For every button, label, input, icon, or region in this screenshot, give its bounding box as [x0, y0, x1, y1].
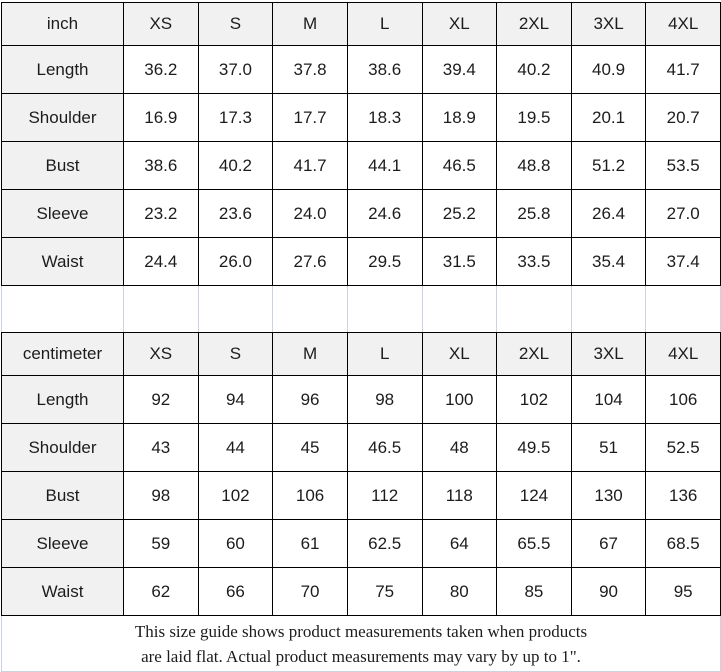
- row-label-cell: Waist: [2, 238, 124, 286]
- row-label-cell: Shoulder: [2, 424, 124, 472]
- header-row: [2, 333, 721, 376]
- value-cell: 64: [422, 520, 497, 568]
- value-cell: 38.6: [124, 142, 199, 190]
- value-cell: 104: [571, 376, 646, 424]
- size-column-header: XL: [422, 333, 497, 376]
- value-cell: 39.4: [422, 46, 497, 94]
- spacer-cell: [497, 286, 572, 332]
- value-cell: 53.5: [646, 142, 721, 190]
- value-cell: 36.2: [124, 46, 199, 94]
- value-cell: 20.1: [571, 94, 646, 142]
- value-cell: 29.5: [347, 238, 422, 286]
- row-label-cell: Bust: [2, 472, 124, 520]
- value-cell: 102: [198, 472, 273, 520]
- value-cell: 27.6: [273, 238, 348, 286]
- measurement-row: [2, 376, 721, 424]
- size-column-header: M: [273, 333, 348, 376]
- measurement-row: [2, 238, 721, 286]
- value-cell: 24.4: [124, 238, 199, 286]
- value-cell: 52.5: [646, 424, 721, 472]
- value-cell: 92: [124, 376, 199, 424]
- footer-note: [1, 616, 721, 672]
- spacer-cell: [572, 286, 647, 332]
- row-label-cell: Sleeve: [2, 520, 124, 568]
- size-column-header: 3XL: [571, 333, 646, 376]
- value-cell: 67: [571, 520, 646, 568]
- row-label-cell: Waist: [2, 568, 124, 616]
- value-cell: 98: [124, 472, 199, 520]
- spacer-cell: [1, 286, 124, 332]
- value-cell: 85: [497, 568, 572, 616]
- value-cell: 106: [646, 376, 721, 424]
- value-cell: 41.7: [646, 46, 721, 94]
- value-cell: 37.0: [198, 46, 273, 94]
- value-cell: 66: [198, 568, 273, 616]
- value-cell: 98: [347, 376, 422, 424]
- footer-note-line2: are laid flat. Actual product measurements may vary by up to 1".: [141, 646, 581, 666]
- value-cell: 59: [124, 520, 199, 568]
- size-column-header: L: [347, 3, 422, 46]
- value-cell: 106: [273, 472, 348, 520]
- size-column-header: XS: [124, 3, 199, 46]
- measurement-row: [2, 424, 721, 472]
- value-cell: 40.2: [198, 142, 273, 190]
- spacer-cell: [124, 286, 199, 332]
- value-cell: 37.8: [273, 46, 348, 94]
- value-cell: 44: [198, 424, 273, 472]
- header-row: [2, 3, 721, 46]
- value-cell: 25.8: [497, 190, 572, 238]
- row-label-cell: Shoulder: [2, 94, 124, 142]
- value-cell: 35.4: [571, 238, 646, 286]
- row-label-cell: Length: [2, 46, 124, 94]
- value-cell: 46.5: [422, 142, 497, 190]
- value-cell: 46.5: [347, 424, 422, 472]
- value-cell: 112: [347, 472, 422, 520]
- measurement-row: [2, 46, 721, 94]
- value-cell: 136: [646, 472, 721, 520]
- value-cell: 26.0: [198, 238, 273, 286]
- size-column-header: XL: [422, 3, 497, 46]
- value-cell: 102: [497, 376, 572, 424]
- value-cell: 20.7: [646, 94, 721, 142]
- value-cell: 23.2: [124, 190, 199, 238]
- row-label-cell: Length: [2, 376, 124, 424]
- size-table-centimeter: [1, 332, 721, 616]
- size-column-header: 2XL: [497, 3, 572, 46]
- measurement-row: [2, 472, 721, 520]
- value-cell: 19.5: [497, 94, 572, 142]
- spacer-cell: [199, 286, 274, 332]
- measurement-row: [2, 94, 721, 142]
- size-column-header: S: [198, 3, 273, 46]
- value-cell: 94: [198, 376, 273, 424]
- value-cell: 16.9: [124, 94, 199, 142]
- measurement-row: [2, 190, 721, 238]
- size-column-header: 4XL: [646, 3, 721, 46]
- value-cell: 40.2: [497, 46, 572, 94]
- value-cell: 62: [124, 568, 199, 616]
- value-cell: 27.0: [646, 190, 721, 238]
- value-cell: 37.4: [646, 238, 721, 286]
- value-cell: 26.4: [571, 190, 646, 238]
- spacer-cell: [273, 286, 348, 332]
- spacer-cell: [423, 286, 498, 332]
- value-cell: 100: [422, 376, 497, 424]
- value-cell: 118: [422, 472, 497, 520]
- value-cell: 23.6: [198, 190, 273, 238]
- value-cell: 38.6: [347, 46, 422, 94]
- value-cell: 90: [571, 568, 646, 616]
- size-table-inch: [1, 2, 721, 286]
- value-cell: 17.3: [198, 94, 273, 142]
- value-cell: 60: [198, 520, 273, 568]
- value-cell: 44.1: [347, 142, 422, 190]
- value-cell: 51: [571, 424, 646, 472]
- spacer-cell: [646, 286, 721, 332]
- unit-label-cell: centimeter: [2, 333, 124, 376]
- unit-label-cell: inch: [2, 3, 124, 46]
- value-cell: 75: [347, 568, 422, 616]
- size-column-header: 4XL: [646, 333, 721, 376]
- value-cell: 41.7: [273, 142, 348, 190]
- value-cell: 70: [273, 568, 348, 616]
- value-cell: 62.5: [347, 520, 422, 568]
- value-cell: 40.9: [571, 46, 646, 94]
- value-cell: 95: [646, 568, 721, 616]
- value-cell: 80: [422, 568, 497, 616]
- value-cell: 31.5: [422, 238, 497, 286]
- row-label-cell: Sleeve: [2, 190, 124, 238]
- value-cell: 24.6: [347, 190, 422, 238]
- size-column-header: M: [273, 3, 348, 46]
- value-cell: 65.5: [497, 520, 572, 568]
- measurement-row: [2, 142, 721, 190]
- value-cell: 61: [273, 520, 348, 568]
- size-column-header: XS: [124, 333, 199, 376]
- value-cell: 68.5: [646, 520, 721, 568]
- size-column-header: 3XL: [571, 3, 646, 46]
- size-column-header: L: [347, 333, 422, 376]
- value-cell: 17.7: [273, 94, 348, 142]
- value-cell: 130: [571, 472, 646, 520]
- value-cell: 24.0: [273, 190, 348, 238]
- measurement-row: [2, 568, 721, 616]
- value-cell: 51.2: [571, 142, 646, 190]
- footer-note-line1: This size guide shows product measurements taken when products: [134, 621, 588, 641]
- value-cell: 96: [273, 376, 348, 424]
- value-cell: 45: [273, 424, 348, 472]
- value-cell: 43: [124, 424, 199, 472]
- value-cell: 48.8: [497, 142, 572, 190]
- size-column-header: S: [198, 333, 273, 376]
- value-cell: 25.2: [422, 190, 497, 238]
- value-cell: 33.5: [497, 238, 572, 286]
- size-column-header: 2XL: [497, 333, 572, 376]
- spacer-row: [1, 286, 721, 332]
- value-cell: 18.9: [422, 94, 497, 142]
- value-cell: 18.3: [347, 94, 422, 142]
- value-cell: 49.5: [497, 424, 572, 472]
- spacer-cell: [348, 286, 423, 332]
- value-cell: 124: [497, 472, 572, 520]
- measurement-row: [2, 520, 721, 568]
- value-cell: 48: [422, 424, 497, 472]
- row-label-cell: Bust: [2, 142, 124, 190]
